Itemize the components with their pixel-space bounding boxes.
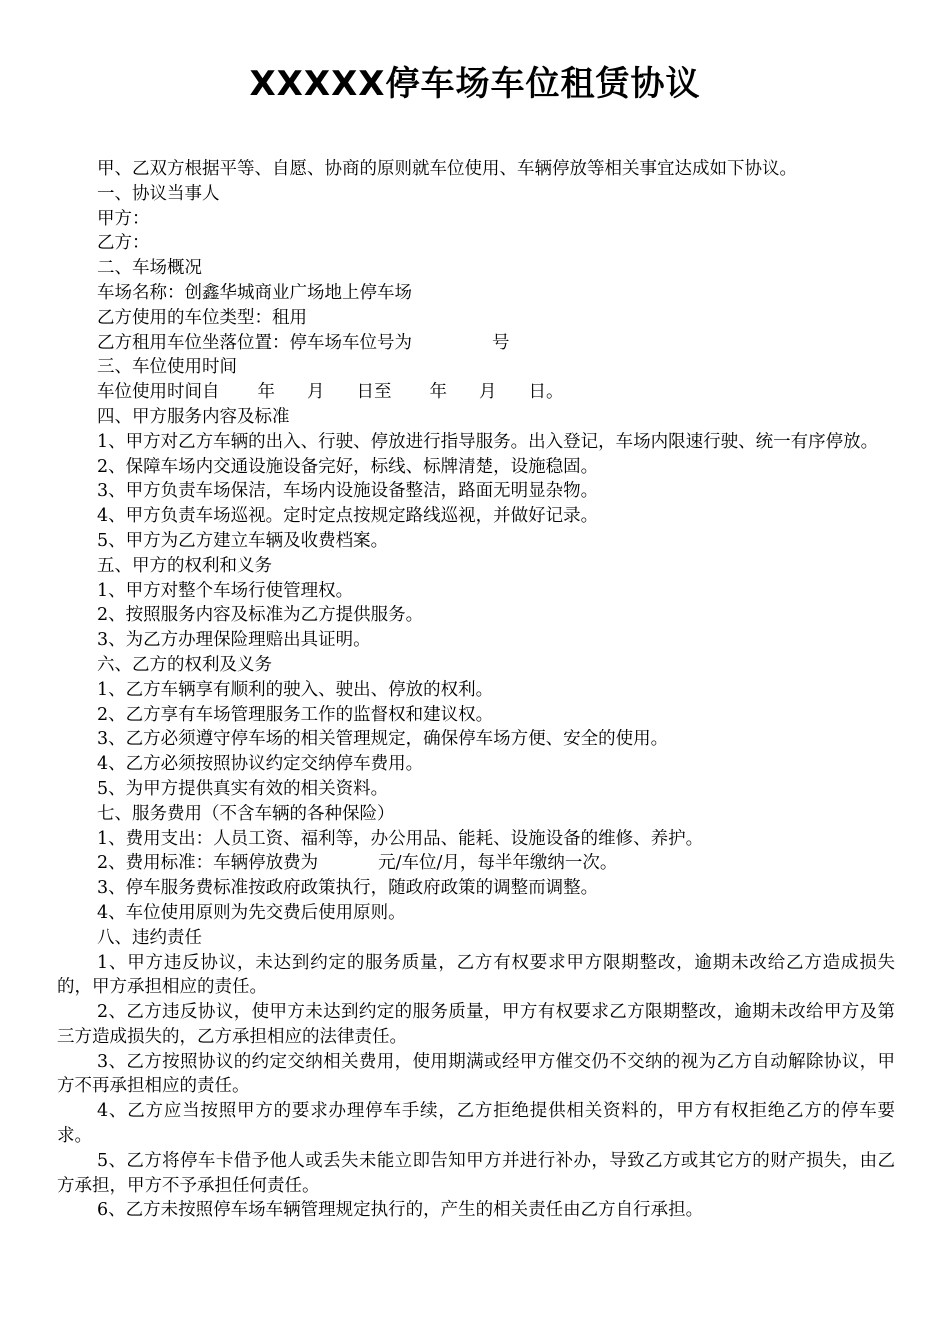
usage-period-text: 年 [257, 382, 275, 403]
fee-standard-suffix: 元/车位/月，每半年缴纳一次。 [378, 853, 618, 874]
clause-item: 6、乙方未按照停车场车辆管理规定执行的，产生的相关责任由乙方自行承担。 [97, 1200, 704, 1221]
usage-period-text: 日至 [356, 382, 392, 403]
clause-item: 1、甲方对整个车场行使管理权。 [97, 580, 354, 601]
clause-item: 4、甲方负责车场巡视。定时定点按规定路线巡视，并做好记录。 [97, 506, 599, 527]
section-heading: 三、车位使用时间 [97, 357, 237, 378]
fee-standard-prefix: 2、费用标准：车辆停放费为 [97, 853, 319, 874]
document-title: XXXXX停车场车位租赁协议 [249, 64, 701, 104]
clause-item: 1、乙方车辆享有顺利的驶入、驶出、停放的权利。 [97, 679, 494, 700]
usage-period-text: 车位使用时间自 [97, 382, 220, 403]
section-heading: 七、服务费用（不含车辆的各种保险） [97, 803, 395, 824]
space-location-prefix: 乙方租用车位坐落位置：停车场车位号为 [97, 332, 412, 353]
clause-item: 2、乙方违反协议，使甲方未达到约定的服务质量，甲方有权要求乙方限期整改，逾期未改给甲方及第三方造成损失的，乙方承担相应的法律责任。 [57, 1002, 895, 1047]
clause-item: 3、为乙方办理保险理赔出具证明。 [97, 630, 371, 651]
space-location-line [57, 331, 895, 356]
usage-period-line [57, 380, 895, 405]
usage-period-text: 年 [429, 382, 447, 403]
clause-item: 1、甲方违反协议，未达到约定的服务质量，乙方有权要求甲方限期整改，逾期未改给乙方造成损失的，甲方承担相应的责任。 [57, 952, 895, 998]
clause-item: 4、车位使用原则为先交费后使用原则。 [97, 902, 406, 923]
parking-name-line: 车场名称：创鑫华城商业广场地上停车场 [97, 282, 412, 303]
document-body [57, 157, 895, 1223]
clause-item: 1、费用支出：人员工资、福利等，办公用品、能耗、设施设备的维修、养护。 [97, 828, 704, 849]
section-heading: 二、车场概况 [97, 258, 202, 279]
space-location-suffix: 号 [492, 332, 510, 353]
intro-paragraph: 甲、乙双方根据平等、自愿、协商的原则就车位使用、车辆停放等相关事宜达成如下协议。 [97, 159, 797, 179]
usage-period-text: 月 [307, 382, 325, 403]
clause-item: 3、乙方按照协议的约定交纳相关费用，使用期满或经甲方催交仍不交纳的视为乙方自动解除协议，甲方不再承担相应的责任。 [57, 1051, 895, 1097]
section-heading: 五、甲方的权利和义务 [97, 555, 272, 576]
clause-item: 3、乙方必须遵守停车场的相关管理规定，确保停车场方便、安全的使用。 [97, 729, 669, 750]
clause-item: 4、乙方必须按照协议约定交纳停车费用。 [97, 754, 424, 775]
clause-item: 3、甲方负责车场保洁，车场内设施设备整洁，路面无明显杂物。 [97, 481, 599, 502]
party-a-line: 甲方： [97, 208, 150, 229]
section-heading: 八、违约责任 [97, 927, 202, 948]
clause-item: 5、为甲方提供真实有效的相关资料。 [97, 778, 389, 799]
fee-standard-line [57, 851, 895, 876]
clause-item: 2、保障车场内交通设施设备完好，标线、标牌清楚，设施稳固。 [97, 456, 599, 477]
section-heading: 四、甲方服务内容及标准 [97, 406, 290, 427]
usage-period-text: 日。 [528, 382, 564, 403]
clause-item: 3、停车服务费标准按政府政策执行，随政府政策的调整而调整。 [97, 878, 599, 899]
space-type-line: 乙方使用的车位类型：租用 [97, 307, 307, 328]
clause-item: 5、乙方将停车卡借予他人或丢失未能立即告知甲方并进行补办，导致乙方或其它方的财产损失，由乙方承担，甲方不予承担任何责任。 [57, 1150, 895, 1196]
clause-item: 5、甲方为乙方建立车辆及收费档案。 [97, 530, 389, 551]
clause-item: 2、乙方享有车场管理服务工作的监督权和建议权。 [97, 704, 494, 725]
clause-item: 2、按照服务内容及标准为乙方提供服务。 [97, 605, 424, 626]
party-b-line: 乙方： [97, 233, 150, 254]
clause-item: 1、甲方对乙方车辆的出入、行驶、停放进行指导服务。出入登记，车场内限速行驶、统一有序停放。 [97, 431, 879, 452]
clause-item: 4、乙方应当按照甲方的要求办理停车手续，乙方拒绝提供相关资料的，甲方有权拒绝乙方的停车要求。 [57, 1101, 895, 1147]
usage-period-text: 月 [479, 382, 497, 403]
section-heading: 六、乙方的权利及义务 [97, 654, 272, 675]
section-heading: 一、协议当事人 [97, 183, 220, 204]
